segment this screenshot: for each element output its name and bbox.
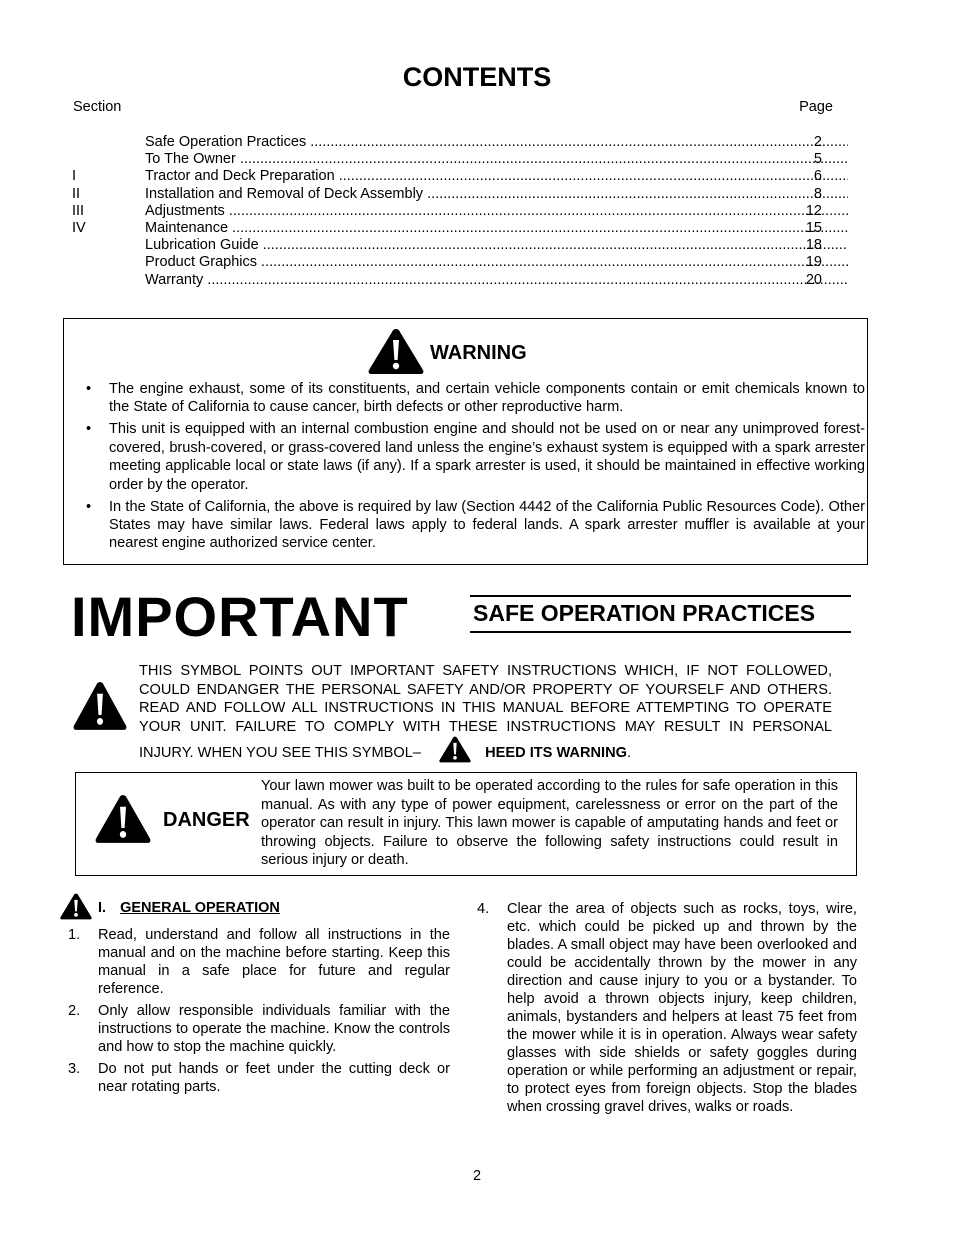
toc-title: To The Owner	[145, 151, 236, 168]
heading-rule	[470, 595, 851, 597]
list-item	[477, 900, 857, 1116]
toc-row	[72, 151, 832, 168]
toc-section: IV	[72, 219, 86, 236]
contents-title: CONTENTS	[402, 62, 552, 92]
toc-page: 12	[805, 202, 822, 219]
danger-label: DANGER	[163, 809, 250, 831]
toc-row	[72, 168, 832, 185]
general-operation-heading	[98, 900, 280, 916]
important-heading: IMPORTANT	[71, 585, 409, 648]
warning-bullet: • This unit is equipped with an internal combustion engine and should not be used on or near any unimproved forest-covered, brush-covered, or grass-covered land unless the engine’s exhaust system is equipped with a spark arrester meeting applicable local or state laws (if any). If a spark arrester is used, it should be maintained in effective working order by the operator.	[85, 420, 865, 494]
toc-page: 19	[805, 254, 822, 271]
item-text: Clear the area of objects such as rocks, toys, wire, etc. which could be picked up and thrown by the blades. A small object may have been overlooked and could be accidentally thrown by the mower in any direction and cause injury to you or a bystander. To help avoid a thrown objects injury, keep children, animals, bystanders and helpers at least 75 feet from the mower while it is in operation. Always wear safety glasses with side shields or safety goggles during operation or while performing an adjustment or repair, to protect eyes from foreign objects. Stop the blades when crossing gravel drives, walks or roads.	[507, 901, 857, 1115]
safe-operation-heading: SAFE OPERATION PRACTICES	[473, 600, 816, 626]
page-number: 2	[472, 1168, 482, 1184]
danger-text: Your lawn mower was built to be operated according to the rules for safe operation in this manual. As with any type of power equipment, carelessness or error on the part of the operator can result in injury. This lawn mower is capable of amputating hands and feet or throwing objects. Failure to observe the following safety instructions could result in serious injury or death.	[261, 778, 838, 868]
toc-page: 8	[813, 185, 822, 202]
toc-page: 15	[805, 219, 822, 236]
toc-row	[72, 237, 832, 254]
safety-notice-text: THIS SYMBOL POINTS OUT IMPORTANT SAFETY INSTRUCTIONS WHICH, IF NOT FOLLOWED, COULD ENDANGER THE PERSONAL SAFETY AND/OR PROPERTY OF YOURSELF AND OTHERS. READ AND FOLLOW ALL INSTRUCTIONS IN THIS MANUAL BEFORE ATTEMPTING TO OPERATE YOUR UNIT. FAILURE TO COMPLY WITH THESE INSTRUCTIONS MAY RESULT IN PERSONAL INJURY. WHEN YOU SEE THIS SYMBOL–	[139, 663, 832, 761]
toc-page: 5	[813, 151, 822, 168]
toc-page: 18	[805, 237, 822, 254]
safety-alert-icon	[73, 681, 127, 731]
toc-title: Adjustments	[145, 202, 225, 219]
instructions-right-column	[477, 900, 857, 1120]
list-item	[68, 926, 450, 998]
toc-section: II	[72, 185, 81, 202]
toc-section: I	[72, 168, 77, 185]
toc-title: Installation and Removal of Deck Assembly	[145, 185, 424, 202]
list-item	[68, 1002, 450, 1056]
toc-row	[72, 220, 832, 237]
warning-list	[85, 380, 865, 556]
danger-triangle-icon	[95, 794, 151, 844]
toc-title: Safe Operation Practices	[145, 134, 307, 150]
section-column-label: Section	[73, 99, 122, 115]
heed-warning-text: HEED ITS WARNING	[485, 745, 627, 761]
safety-symbol-notice	[139, 662, 832, 763]
table-of-contents	[72, 134, 832, 289]
toc-row	[72, 203, 832, 220]
toc-row	[72, 254, 832, 271]
general-operation-alert-icon	[60, 893, 92, 920]
instructions-left-column	[68, 926, 450, 1100]
item-text: Do not put hands or feet under the cutting deck or near rotating parts.	[98, 1061, 450, 1095]
toc-page: 6	[813, 168, 822, 185]
item-text: Read, understand and follow all instructions in the manual and on the machine before starting. Keep this manual in a safe place for future and regular reference.	[98, 927, 450, 997]
toc-title: Warranty	[145, 271, 204, 288]
notice-period: .	[626, 745, 632, 761]
toc-section: III	[72, 202, 85, 219]
toc-title: Lubrication Guide	[145, 237, 259, 254]
inline-alert-icon	[439, 736, 471, 763]
section-roman: I.	[98, 900, 107, 916]
heading-rule	[470, 631, 851, 633]
toc-row	[72, 186, 832, 203]
item-text: Only allow responsible individuals familiar with the instructions to operate the machine. Know the controls and how to stop the machine quickly.	[98, 1003, 450, 1055]
toc-page: 20	[805, 271, 822, 288]
toc-title: Maintenance	[145, 219, 229, 236]
page-column-label: Page	[799, 99, 833, 115]
warning-bullet: • The engine exhaust, some of its constituents, and certain vehicle components contain or emit chemicals known to the State of California to cause cancer, birth defects or other reproductive harm.	[85, 380, 865, 417]
toc-page: 2	[813, 134, 822, 150]
warning-bullet: • In the State of California, the above is required by law (Section 4442 of the California Public Resources Code). Other States may have similar laws. Federal laws apply to federal lands. A spark arrester muffler is available at your nearest engine authorized service center.	[85, 498, 865, 553]
toc-row	[72, 134, 832, 151]
toc-title: Tractor and Deck Preparation	[145, 168, 335, 185]
item-number: 4.	[477, 901, 490, 917]
toc-title: Product Graphics	[145, 254, 258, 271]
warning-triangle-icon	[368, 328, 424, 375]
list-item	[68, 1060, 450, 1096]
item-number: 2.	[68, 1003, 81, 1019]
warning-title: WARNING	[430, 342, 527, 364]
section-title: GENERAL OPERATION	[120, 900, 280, 916]
item-number: 3.	[68, 1061, 81, 1077]
toc-row	[72, 272, 832, 289]
item-number: 1.	[68, 927, 81, 943]
